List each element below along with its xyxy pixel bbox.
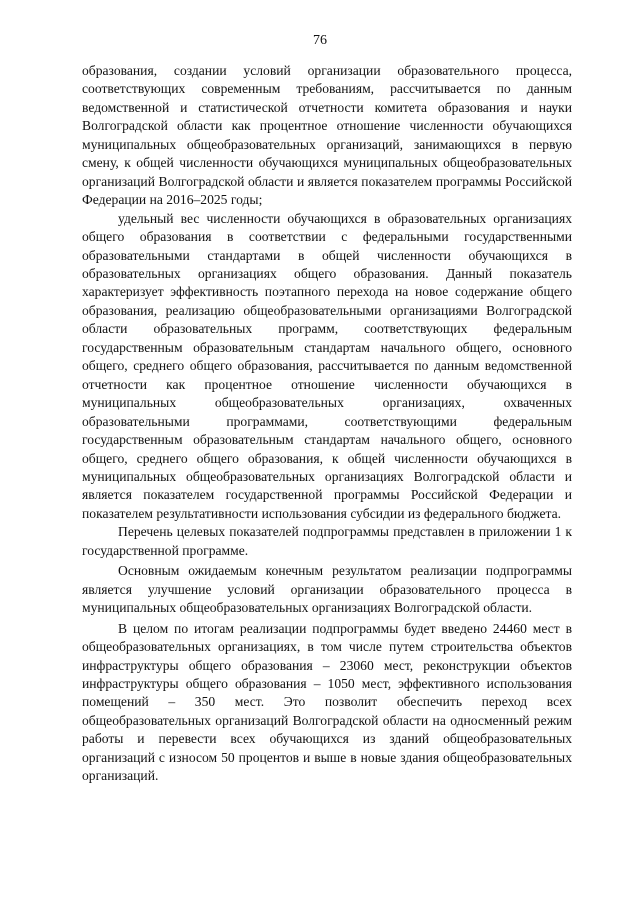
document-body xyxy=(82,62,572,786)
page-number: 76 xyxy=(313,33,327,48)
paragraph-4: Основным ожидаемым конечным результатом реализации подпрограммы является улучшение условий организации образовательного процесса в муниципальных общеобразовательных организациях Волгоградской области. xyxy=(82,563,572,616)
paragraph-3: Перечень целевых показателей подпрограммы представлен в приложении 1 к государственной программе. xyxy=(82,524,572,558)
paragraph-5: В целом по итогам реализации подпрограммы будет введено 24460 мест в общеобразовательных организациях, в том числе путем строительства объектов инфраструктуры общего образования – 23060 мест, реконструкции объектов инфраструктуры общего образования – 1050 мест, эффективного использования помещений – 350 мест. Это позволит обеспечить переход всех общеобразовательных организаций Волгоградской области на односменный режим работы и перевести всех обучающихся из зданий общеобразовательных организаций с износом 50 процентов и выше в новые здания общеобразовательных организаций. xyxy=(82,620,572,784)
paragraph-1: образования, создании условий организации образовательного процесса, соответствующих современным требованиям, рассчитывается по данным ведомственной и статистической отчетности комитета образования и науки Волгоградской области как процентное отношение численности обучающихся муниципальных общеобразовательных организаций, занимающихся в первую смену, к общей численности обучающихся муниципальных общеобразовательных организаций Волгоградской области и является показателем программы Российской Федерации на 2016–2025 годы; xyxy=(82,63,572,208)
paragraph-2: удельный вес численности обучающихся в образовательных организациях общего образования в соответствии с федеральными государственными образовательными стандартами в общей численности обучающихся в образовательных организациях общего образования. Данный показатель характеризует эффективность поэтапного перехода на новое содержание общего образования, реализацию общеобразовательными организациями Волгоградской области образовательных программ, соответствующих федеральным государственным образовательным стандартам начального общего, основного общего, среднего общего образования, рассчитывается по данным ведомственной отчетности как процентное отношение численности обучающихся в муниципальных общеобразовательных организациях, охваченных образовательными программами, соответствующими федеральным государственным образовательным стандартам начального общего, основного общего, среднего общего образования, к общей численности обучающихся в муниципальных общеобразовательных организациях Волгоградской области и является показателем государственной программы Российской Федерации и показателем результативности использования субсидии из федерального бюджета. xyxy=(82,210,572,521)
